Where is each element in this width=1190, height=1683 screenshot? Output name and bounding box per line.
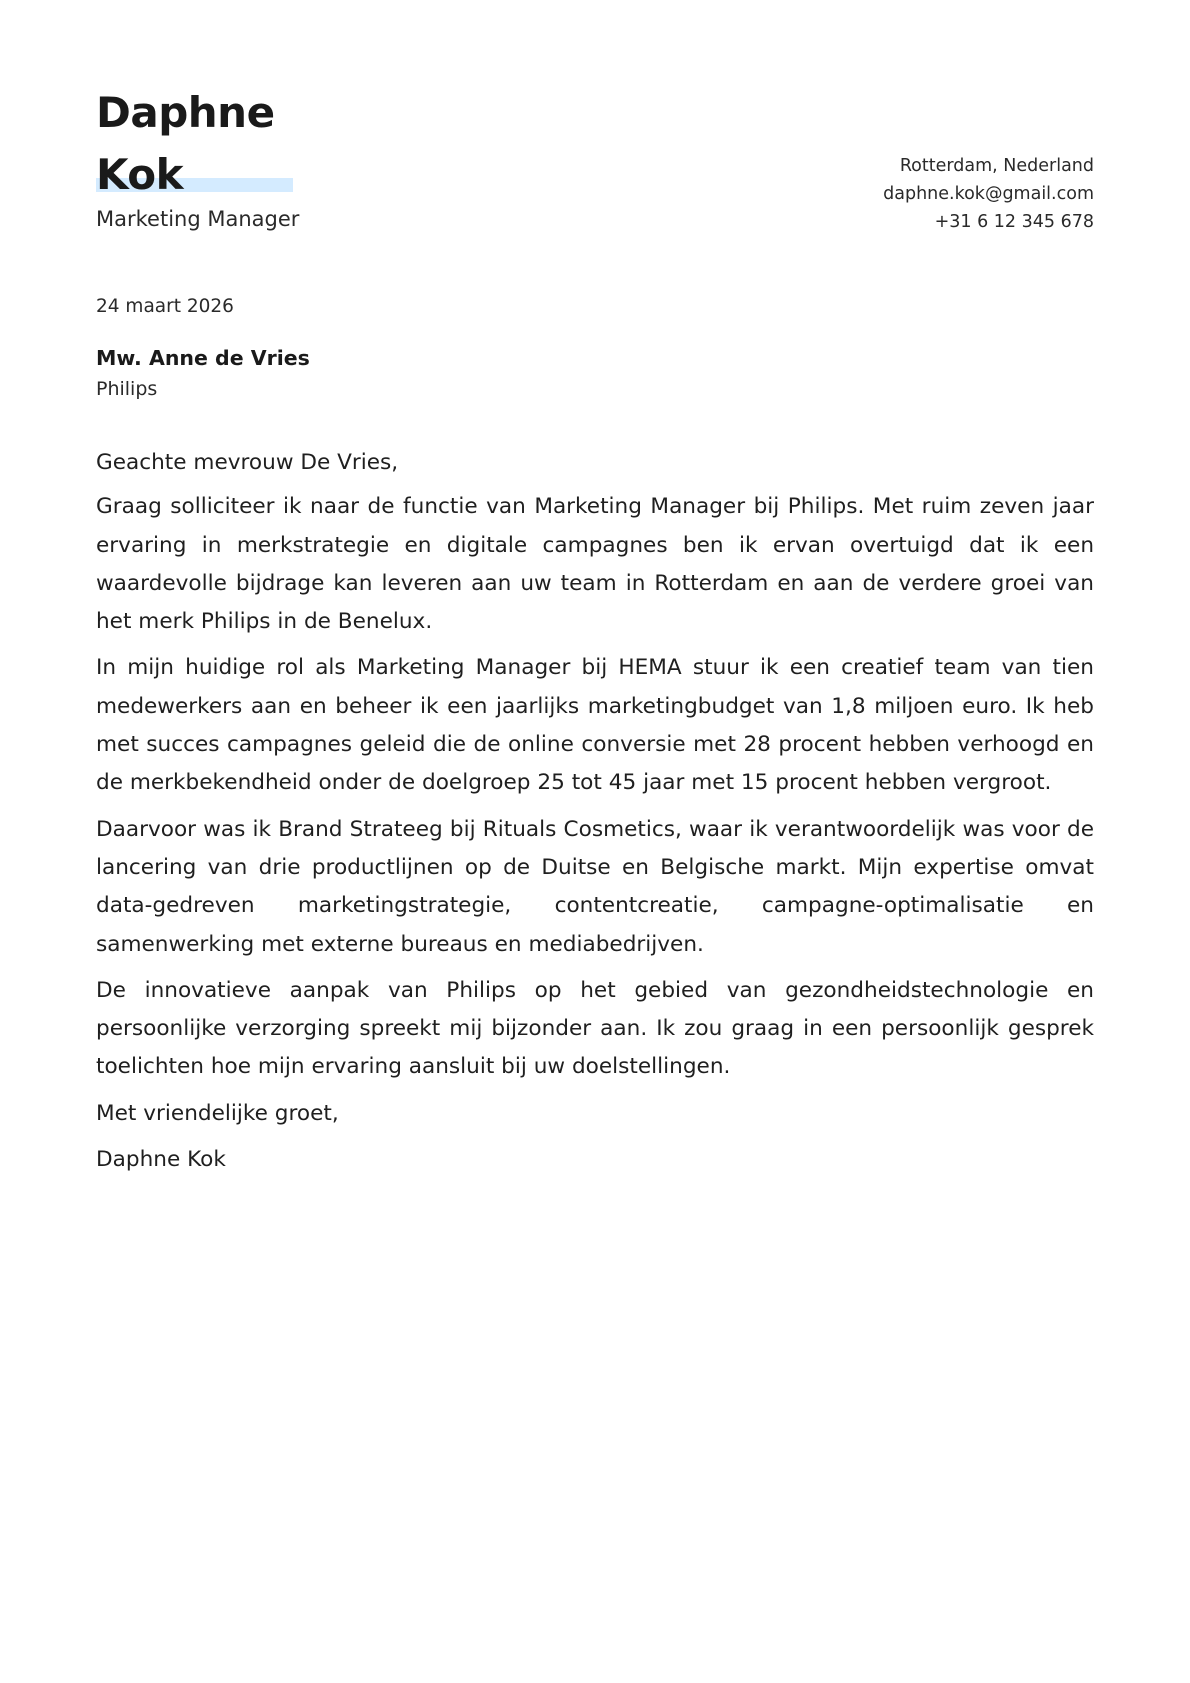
sender-phone: +31 6 12 345 678 xyxy=(934,212,1094,232)
sender-name-block xyxy=(96,82,299,232)
letter-paragraph: Graag solliciteer ik naar de functie van Marketing Manager bij Philips. Met ruim zeven jaar ervaring in merkstrategie en digitale campagnes ben ik ervan overtuigd dat ik een waardevolle bijdrage kan leveren aan uw team in Rotterdam en aan de verdere groei van het merk Philips in de Benelux. xyxy=(96,494,1094,635)
letter-salutation: Geachte mevrouw De Vries, xyxy=(96,450,399,475)
letter-header xyxy=(96,0,1094,240)
sender-job-title: Marketing Manager xyxy=(96,207,300,231)
sender-last-name: Kok xyxy=(96,150,184,199)
letter-body xyxy=(96,444,1094,1187)
sender-contact-info xyxy=(883,152,1094,236)
letter-paragraph: Daarvoor was ik Brand Strateeg bij Rituals Cosmetics, waar ik verantwoordelijk was voor de lancering van drie productlijnen op de Duitse en Belgische markt. Mijn expertise omvat data-gedreven marketingstrategie, contentcreatie, campagne-optimalisatie en samenwerking met externe bureaus en mediabedrijven. xyxy=(96,816,1094,957)
recipient-name: Mw. Anne de Vries xyxy=(96,346,310,370)
letter-signature: Daphne Kok xyxy=(96,1147,226,1173)
letter-closing: Met vriendelijke groet, xyxy=(96,1100,339,1126)
recipient-block xyxy=(96,344,310,406)
recipient-company: Philips xyxy=(96,378,158,400)
sender-first-name: Daphne xyxy=(96,88,275,137)
sender-location: Rotterdam, Nederland xyxy=(899,156,1094,176)
letter-paragraph: De innovatieve aanpak van Philips op het gebied van gezondheidstechnologie en persoonlijke verzorging spreekt mij bijzonder aan. Ik zou graag in een persoonlijk gesprek toelichten hoe mijn ervaring aansluit bij uw doelstellingen. xyxy=(96,977,1094,1080)
sender-email: daphne.kok@gmail.com xyxy=(883,184,1094,204)
letter-date: 24 maart 2026 xyxy=(96,296,234,317)
sender-name xyxy=(96,82,299,206)
letter-paragraph: In mijn huidige rol als Marketing Manager bij HEMA stuur ik een creatief team van tien medewerkers aan en beheer ik een jaarlijks marketingbudget van 1,8 miljoen euro. Ik heb met succes campagnes geleid die de online conversie met 28 procent hebben verhoogd en de merkbekendheid onder de doelgroep 25 tot 45 jaar met 15 procent hebben vergroot. xyxy=(96,655,1094,796)
